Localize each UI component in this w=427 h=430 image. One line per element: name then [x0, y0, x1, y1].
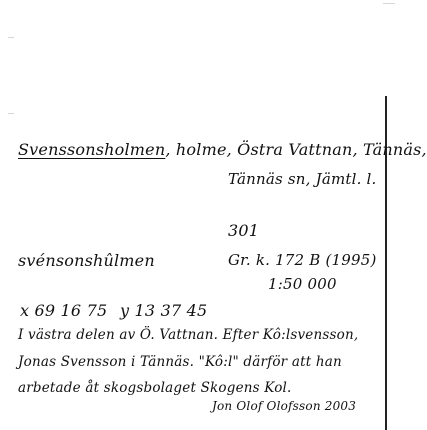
note-line-2: Jonas Svensson i Tännäs. "Kô:l" därför att han	[18, 354, 342, 370]
edge-mark-top	[8, 37, 14, 38]
header-line2: Tännäs sn, Jämtl. l.	[228, 170, 377, 188]
place-description: , holme, Östra Vattnan, Tännäs,	[165, 140, 427, 159]
map-scale: 1:50 000	[268, 275, 337, 293]
map-reference: Gr. k. 172 B (1995)	[228, 251, 377, 269]
edge-mark-middle	[8, 113, 14, 114]
header-line1	[18, 140, 427, 159]
coordinate-y: y 13 37 45	[120, 301, 208, 320]
note-line-3: arbetade åt skogsbolaget Skogens Kol.	[18, 380, 292, 396]
place-name: Svenssonsholmen	[18, 140, 166, 159]
edge-mark-corner	[383, 3, 395, 4]
note-line-1: I västra delen av Ö. Vattnan. Efter Kô:lsvensson,	[18, 327, 359, 343]
signature: Jon Olof Olofsson 2003	[212, 399, 357, 413]
phonetic-transcription: svénsonshûlmen	[18, 251, 155, 270]
map-number: 301	[228, 221, 260, 240]
coordinate-x: x 69 16 75	[20, 301, 108, 320]
